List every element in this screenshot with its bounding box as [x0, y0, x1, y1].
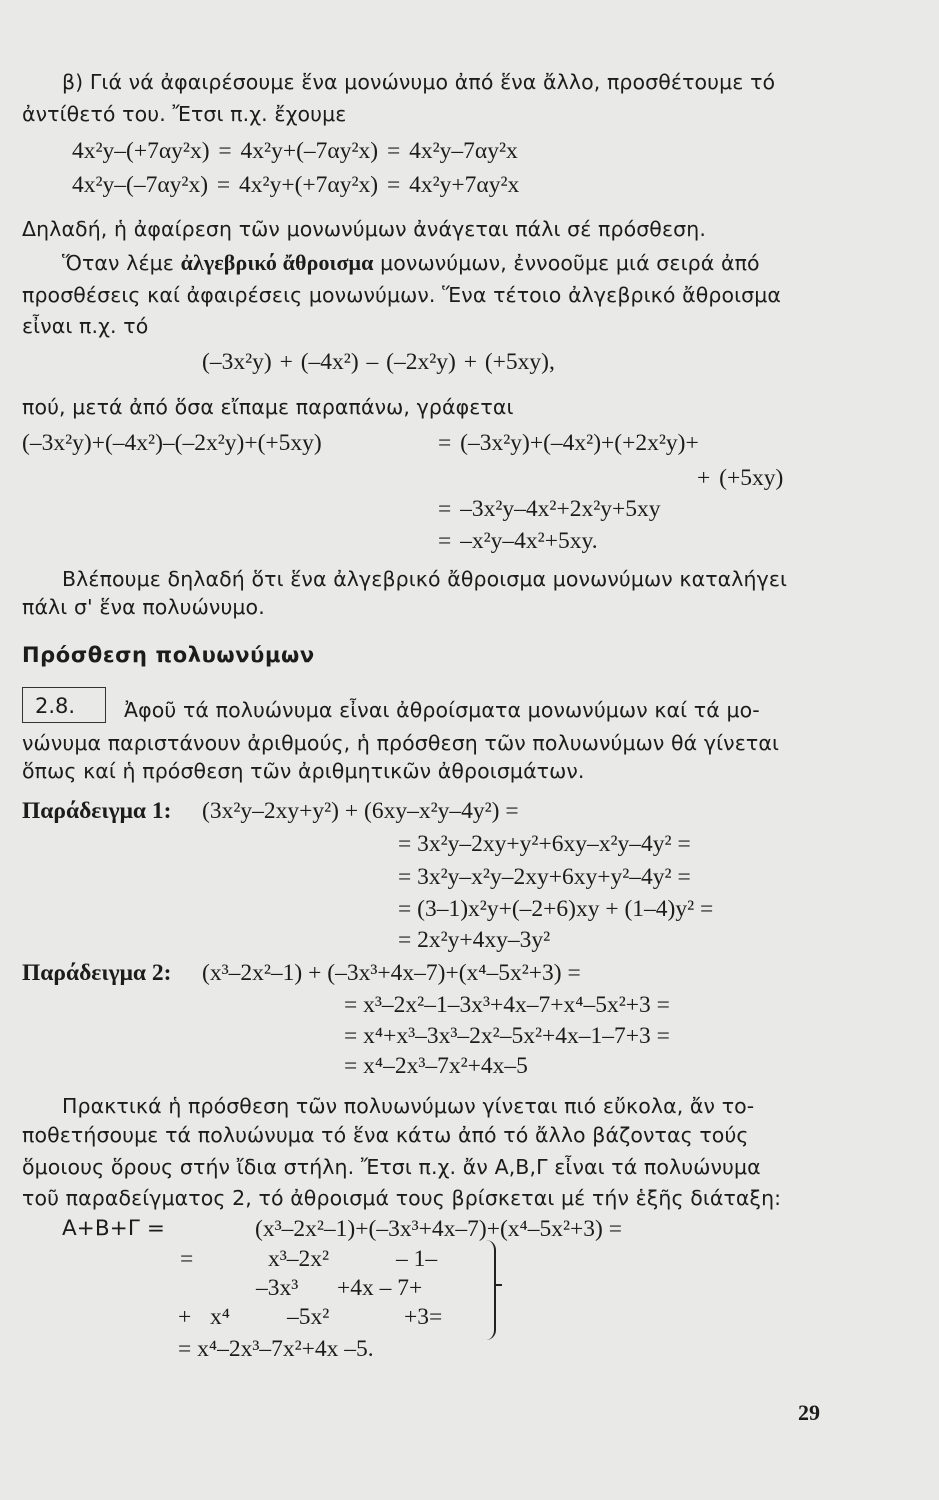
- example-2-label: Παράδειγμα 2:: [22, 960, 172, 986]
- intro-line-2: ἀντίθετό του. Ἔτσι π.χ. ἔχουμε: [22, 102, 347, 126]
- column-row-2-b: +4x – 7+: [337, 1275, 423, 1301]
- example-2-line-4: = x⁴–2x³–7x²+4x–5: [344, 1053, 528, 1079]
- example-2-line-3: = x⁴+x³–3x³–2x²–5x²+4x–1–7+3 =: [344, 1023, 670, 1049]
- calc-line-3: = –3x²y–4x²+2x²y+5xy: [438, 496, 661, 522]
- column-row-3-b: –5x²: [287, 1304, 330, 1330]
- algebraic-sum-definition-line-3: εἶναι π.χ. τό: [22, 314, 149, 338]
- practical-line-4: τοῦ παραδείγματος 2, τό ἀθροισμά τους βρίσκεται μέ τήν ἑξῆς διάταξη:: [22, 1186, 782, 1210]
- after-text: πού, μετά ἀπό ὅσα εἴπαμε παραπάνω, γράφεται: [22, 395, 514, 419]
- practical-line-3: ὅμοιους ὅρους στήν ἴδια στήλη. Ἔτσι π.χ. ἄν Α,Β,Γ εἶναι τά πολυώνυμα: [22, 1155, 761, 1179]
- section-number: 2.8.: [35, 694, 76, 718]
- subtraction-reduction-note: Δηλαδή, ἡ ἀφαίρεση τῶν μονωνύμων ἀνάγεται πάλι σέ πρόσθεση.: [22, 217, 706, 241]
- algebraic-sum-definition-line-1: [62, 252, 760, 274]
- algebraic-sum-term: ἀλγεβρικό ἄθροισμα: [180, 250, 374, 275]
- column-row-3-a: x⁴: [210, 1304, 230, 1330]
- example-2-line-1: (x³–2x²–1) + (–3x³+4x–7)+(x⁴–5x²+3) =: [202, 960, 581, 986]
- column-eq-sign: =: [180, 1246, 194, 1272]
- column-row-1-a: x³–2x²: [268, 1246, 330, 1272]
- example-algebraic-sum: (–3x²y) + (–4x²) – (–2x²y) + (+5xy),: [202, 349, 555, 375]
- column-row-3-plus: +: [178, 1304, 192, 1330]
- practical-line-1: Πρακτικά ἡ πρόσθεση τῶν πολυωνύμων γίνεται πιό εὔκολα, ἄν το-: [62, 1094, 755, 1118]
- calc-line-2: + (+5xy): [697, 465, 784, 491]
- section-number-box: [22, 687, 106, 723]
- column-row-2-a: –3x³: [256, 1275, 299, 1301]
- conclusion-line-1: Βλέπουμε δηλαδή ὅτι ἕνα ἀλγεβρικό ἄθροισμα μονωνύμων καταλήγει: [62, 567, 788, 591]
- practical-line-2: ποθετήσουμε τά πολυώνυμα τό ἕνα κάτω ἀπό τό ἄλλο βάζοντας τούς: [22, 1123, 749, 1147]
- grouping-brace-tip: [494, 1284, 502, 1286]
- grouping-brace: [480, 1240, 496, 1340]
- calc-line-4: = –x²y–4x²+5xy.: [438, 528, 598, 554]
- column-row-3-c: +3=: [404, 1304, 443, 1330]
- intro-line-1: β) Γιά νά ἀφαιρέσουμε ἕνα μονώνυμο ἀπό ἕνα ἄλλο, προσθέτουμε τό: [62, 70, 776, 94]
- algebraic-sum-definition-line-2: προσθέσεις καί ἀφαιρέσεις μονωνύμων. Ἕνα τέτοιο ἀλγεβρικό ἄθροισμα: [22, 283, 781, 307]
- subtraction-equation-2: 4x²y–(–7αy²x) = 4x²y+(+7αy²x) = 4x²y+7αy²x: [72, 172, 520, 198]
- definition-text-cont: μονωνύμων, ἐννοοῦμε μιά σειρά ἀπό: [373, 251, 760, 275]
- subtraction-equation-1: 4x²y–(+7αy²x) = 4x²y+(–7αy²x) = 4x²y–7αy²x: [72, 138, 518, 164]
- example-1-line-5: = 2x²y+4xy–3y²: [398, 927, 551, 953]
- page-number: 29: [798, 1400, 820, 1425]
- example-1-line-2: = 3x²y–2xy+y²+6xy–x²y–4y² =: [398, 831, 691, 857]
- example-1-line-3: = 3x²y–x²y–2xy+6xy+y²–4y² =: [398, 864, 691, 890]
- example-1-line-4: = (3–1)x²y+(–2+6)xy + (1–4)y² =: [398, 896, 714, 922]
- example-1-line-1: (3x²y–2xy+y²) + (6xy–x²y–4y²) =: [202, 798, 519, 824]
- conclusion-line-2: πάλι σ' ἕνα πολυώνυμο.: [22, 595, 265, 619]
- calc-line-1-left: (–3x²y)+(–4x²)–(–2x²y)+(+5xy): [22, 430, 322, 456]
- column-row-1-b: – 1–: [396, 1246, 438, 1272]
- example-1-label: Παράδειγμα 1:: [22, 798, 172, 824]
- calc-line-1-right: = (–3x²y)+(–4x²)+(+2x²y)+: [438, 430, 699, 456]
- column-result: = x⁴–2x³–7x²+4x –5.: [178, 1336, 374, 1362]
- section-line-3: ὅπως καί ἡ πρόσθεση τῶν ἀριθμητικῶν ἀθροισμάτων.: [22, 759, 585, 783]
- abc-label: Α+Β+Γ =: [62, 1216, 166, 1241]
- definition-text: Ὅταν λέμε: [62, 251, 181, 275]
- example-2-line-2: = x³–2x²–1–3x³+4x–7+x⁴–5x²+3 =: [344, 992, 670, 1018]
- section-heading: Πρόσθεση πολυωνύμων: [22, 643, 315, 667]
- section-line-2: νώνυμα παριστάνουν ἀριθμούς, ἡ πρόσθεση τῶν πολυωνύμων θά γίνεται: [22, 731, 779, 755]
- section-line-1: Ἀφοῦ τά πολυώνυμα εἶναι ἀθροίσματα μονωνύμων καί τά μο-: [124, 698, 760, 722]
- abc-first-line: (x³–2x²–1)+(–3x³+4x–7)+(x⁴–5x²+3) =: [255, 1216, 622, 1242]
